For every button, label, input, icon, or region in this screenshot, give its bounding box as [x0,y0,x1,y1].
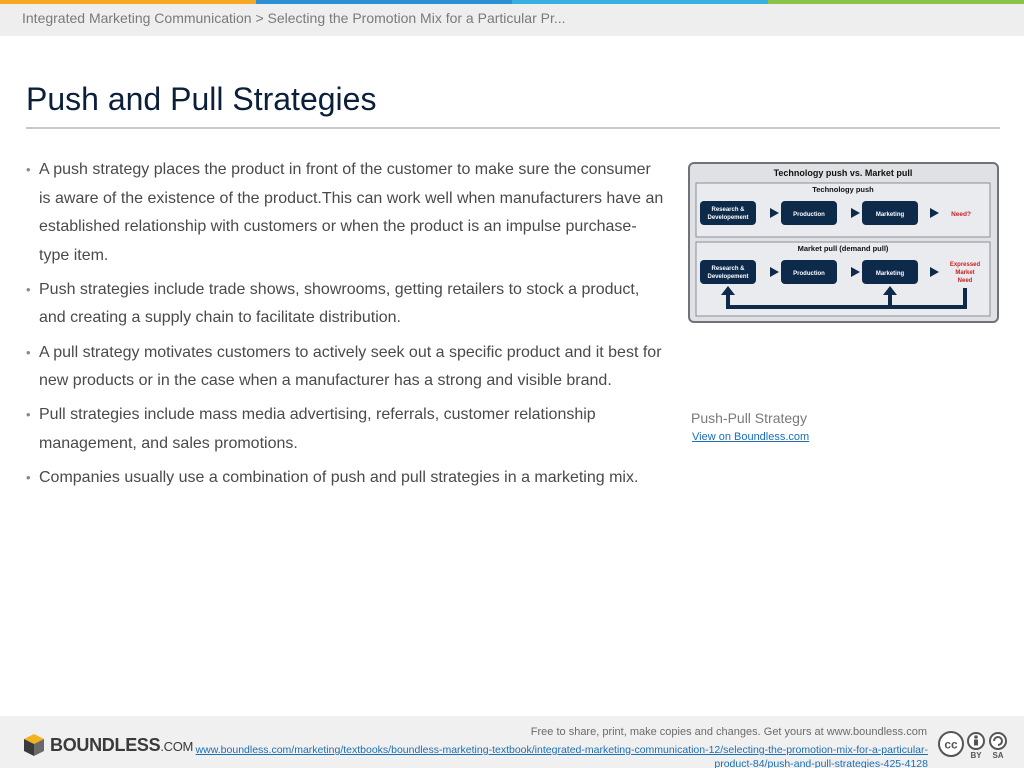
creative-commons-icon[interactable] [938,730,1010,760]
license-note: Free to share, print, make copies and changes. Get yours at www.boundless.com [530,726,927,738]
bullet-dot-icon: • [26,281,31,297]
pull-marketing-label: Marketing [875,271,905,277]
pull-rd-line2: Developement [707,274,749,280]
cc-label: cc [944,737,958,752]
expressed-line3: Need [957,278,973,284]
bullet-item [26,464,666,493]
bullet-item [26,156,666,270]
bullet-dot-icon: • [26,344,31,360]
bullet-list [26,156,666,498]
title-divider [26,127,1000,129]
pull-panel-title: Market pull (demand pull) [797,244,889,253]
pull-rd-box [700,260,756,284]
push-pull-diagram[interactable] [688,162,999,323]
pull-production-label: Production [793,271,825,277]
source-url-link[interactable]: www.boundless.com/marketing/textbooks/boundless-marketing-textbook/integrated-marketing-communication-12/selecting-the-promotion-mix-for-a-particular-product-84/push-and-pull-strategies-425-4128 [195,744,928,768]
push-marketing-label: Marketing [875,212,905,218]
push-rd-line1: Research & [711,207,745,213]
bullet-text: Push strategies include trade shows, showrooms, getting retailers to stock a product, and creating a supply chain to facilitate distribution. [39,280,640,327]
boundless-logo-icon [22,733,46,757]
bullet-dot-icon: • [26,407,31,423]
header-bar [0,4,1024,36]
diagram-title: Technology push vs. Market pull [773,168,913,178]
bullet-item [26,276,666,333]
expressed-line1: Expressed [949,262,981,268]
breadcrumb: Integrated Marketing Communication > Selecting the Promotion Mix for a Particular Pr... [22,10,566,26]
push-rd-box [700,201,756,225]
sa-label: SA [992,751,1004,760]
pull-rd-line1: Research & [711,266,745,272]
logo-main: BOUNDLESS [50,734,161,755]
bullet-text: Companies usually use a combination of push and pull strategies in a marketing mix. [39,468,639,486]
expressed-line2: Market [955,270,975,276]
bullet-text: A push strategy places the product in front of the customer to make sure the consumer is aware of the existence of the product.This can work well when manufacturers have an established relationship with customers or when the product is an impulse purchase-type item. [39,161,664,264]
push-rd-line2: Developement [707,215,749,221]
logo-suffix: .COM [160,738,194,754]
push-production-label: Production [793,212,825,218]
figure-caption: Push-Pull Strategy [691,410,807,426]
bullet-text: Pull strategies include mass media advertising, referrals, customer relationship management, and sales promotions. [39,406,596,452]
bullet-dot-icon: • [26,162,31,177]
view-on-boundless-link[interactable]: View on Boundless.com [692,431,810,443]
push-panel-title: Technology push [812,185,874,194]
bullet-dot-icon: • [26,469,31,485]
need-label: Need? [951,211,971,218]
bullet-item [26,339,666,396]
bullet-item [26,401,666,458]
bullet-text: A pull strategy motivates customers to actively seek out a specific product and it best for new products or in the case when a manufacturer has a strong and visible brand. [39,343,662,390]
page-title: Push and Pull Strategies [26,81,377,117]
by-label: BY [970,751,982,760]
